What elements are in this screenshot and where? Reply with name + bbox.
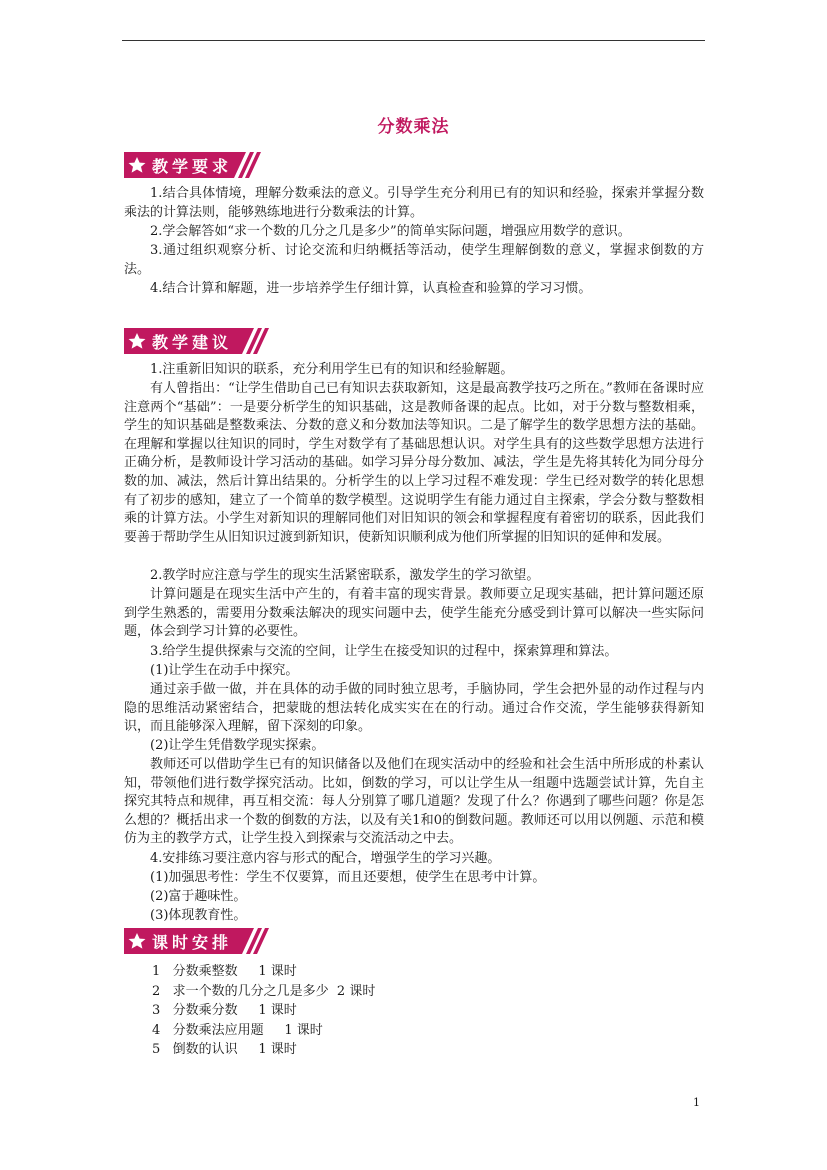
header-rule (122, 40, 705, 41)
paragraph: (1)加强思考性：学生不仅要算，而且还要想，使学生在思考中计算。 (150, 870, 546, 885)
list-item: 4.结合计算和解题，进一步培养学生仔细计算，认真检查和验算的学习习惯。 (150, 281, 592, 296)
list-item: 1.结合具体情境，理解分数乘法的意义。引导学生充分利用已有的知识和经验，探索并掌握分数乘法的计算法则，能够熟练地进行分数乘法的计算。 (124, 186, 704, 220)
list-item: 3.通过组织观察分析、讨论交流和归纳概括等活动，使学生理解倒数的意义，掌握求倒数的方法。 (124, 243, 704, 277)
paragraph: 教师还可以借助学生已有的知识储备以及他们在现实活动中的经验和社会生活中所形成的朴素认知，带领他们进行数学探究活动。比如，倒数的学习，可以让学生从一组题中选题尝试计算，先自主探究其特点和规律，再互相交流：每人分别算了哪几道题？发现了什么？你遇到了哪些问题？你是怎么想的？概括出求一个数的倒数的方法，以及有关1和0的倒数问题。教师还可以用以例题、示范和模仿为主的教学方式，让学生投入到探索与交流活动之中去。 (124, 757, 704, 847)
paragraph: 计算问题是在现实生活中产生的，有着丰富的现实背景。教师要立足现实基础，把计算问题还原到学生熟悉的，需要用分数乘法解决的现实问题中去，使学生能充分感受到计算可以解决一些实际问题，体会到学习计算的必要性。 (124, 587, 704, 640)
schedule-list (152, 962, 375, 1060)
paragraph: 通过亲手做一做，并在具体的动手做的同时独立思考，手脑协同，学生会把外显的动作过程与内隐的思维活动紧密结合，把蒙眬的想法转化成实实在在的行动。通过合作交流，学生能够获得新知识，而且能够深入理解，留下深刻的印象。 (124, 682, 704, 735)
section-banner-suggestions (124, 328, 284, 354)
schedule-row: 1 分数乘整数 1 课时 (152, 964, 297, 979)
paragraph: (2)富于趣味性。 (150, 889, 247, 904)
page-title: 分数乘法 (377, 117, 450, 137)
paragraph: (2)让学生凭借数学现实探索。 (150, 738, 325, 753)
page-number: 1 (693, 1096, 700, 1109)
section-heading: 教学要求 (152, 157, 233, 176)
schedule-row: 2 求一个数的几分之几是多少 2 课时 (152, 983, 376, 999)
paragraph: 1.注重新旧知识的联系，充分利用学生已有的知识和经验解题。 (150, 362, 514, 377)
section-heading: 教学建议 (152, 333, 233, 352)
paragraph: (3)体现教育性。 (150, 908, 247, 923)
schedule-row: 5 倒数的认识 1 课时 (152, 1042, 297, 1057)
paragraph: 3.给学生提供探索与交流的空间，让学生在接受知识的过程中，探索算理和算法。 (150, 644, 618, 659)
section-heading: 课时安排 (152, 933, 233, 952)
section-banner-schedule (124, 928, 284, 954)
section-banner-requirements (124, 152, 274, 178)
paragraph: (1)让学生在动手中探究。 (150, 663, 299, 678)
schedule-row: 3 分数乘分数 1 课时 (152, 1003, 297, 1018)
paragraph: 有人曾指出：“让学生借助自己已有知识去获取新知，这是最高教学技巧之所在。”教师在备课时应注意两个“基础”：一是要分析学生的知识基础，这是教师备课的起点。比如，对于分数与整数相乘，学生的知识基础是整数乘法、分数的意义和分数加法等知识。二是了解学生的数学思想方法的基础。在理解和掌握以往知识的同时，学生对数学有了基础思想认识。对学生具有的这些数学思想方法进行正确分析，是教师设计学习活动的基础。如学习异分母分数加、减法，学生是先将其转化为同分母分数的加、减法，然后计算出结果的。分析学生的以上学习过程不难发现：学生已经对数学的转化思想有了初步的感知，建立了一个简单的数学模型。这说明学生有能力通过自主探索，学会分数与整数相乘的计算方法。小学生对新知识的理解同他们对旧知识的领会和掌握程度有着密切的联系，因此我们要善于帮助学生从旧知识过渡到新知识，使新知识顺利成为他们所掌握的旧知识的延伸和发展。 (124, 381, 704, 545)
paragraph: 2.教学时应注意与学生的现实生活紧密联系，激发学生的学习欲望。 (150, 568, 540, 583)
paragraph: 4.安排练习要注意内容与形式的配合，增强学生的学习兴趣。 (150, 851, 501, 866)
list-item: 2.学会解答如“求一个数的几分之几是多少”的简单实际问题，增强应用数学的意识。 (150, 224, 631, 239)
schedule-row: 4 分数乘法应用题 1 课时 (152, 1022, 323, 1038)
